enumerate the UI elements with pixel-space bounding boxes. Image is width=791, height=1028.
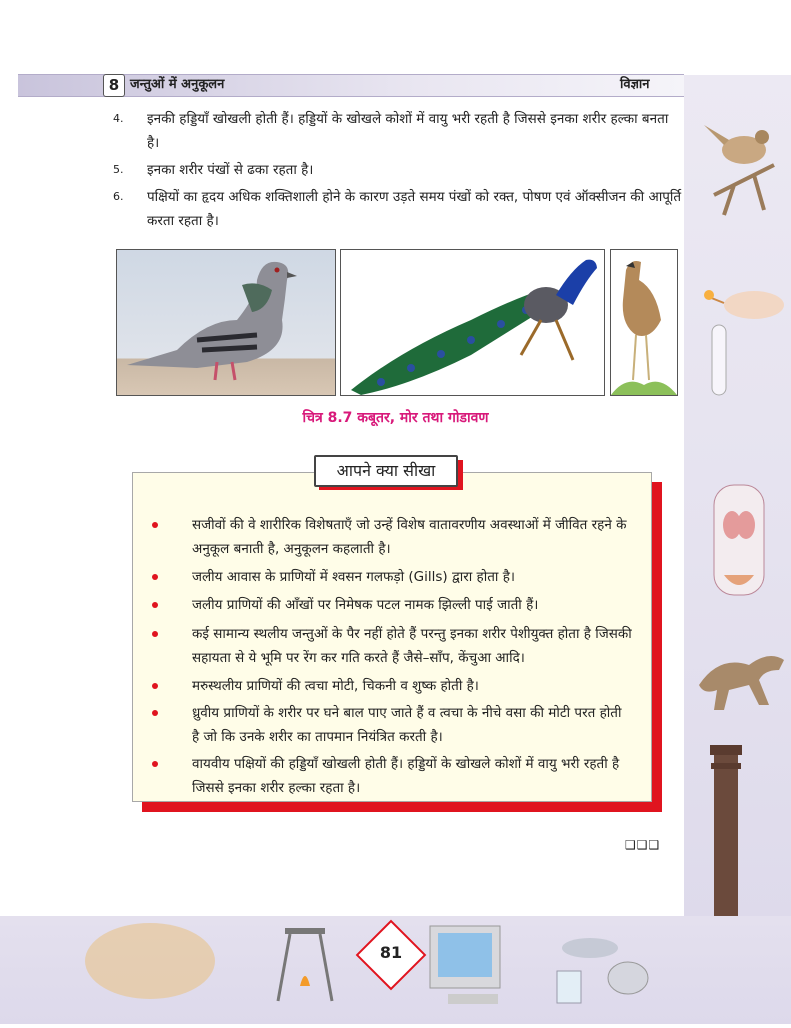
great-indian-bustard-photo xyxy=(610,249,678,396)
end-mark: ❑❑❑ xyxy=(625,838,661,852)
bullet-icon xyxy=(152,631,158,637)
item-number: 5. xyxy=(113,163,124,176)
list-item xyxy=(113,107,683,155)
hand-icon xyxy=(704,290,784,319)
test-tube-icon xyxy=(712,325,726,395)
item-text: इनका शरीर पंखों से ढका रहता है। xyxy=(147,162,314,178)
bullet-icon xyxy=(152,602,158,608)
list-item xyxy=(113,158,683,182)
summary-bullet xyxy=(152,752,632,800)
pigeon-icon xyxy=(117,250,335,395)
bullet-icon xyxy=(152,683,158,689)
computer-icon xyxy=(430,926,500,1004)
list-item xyxy=(113,185,683,233)
pigeon-photo xyxy=(116,249,336,396)
dish-icon xyxy=(562,938,618,958)
beaker-icon xyxy=(557,971,581,1003)
summary-title: आपने क्या सीखा xyxy=(314,455,458,487)
bullet-text: जलीय आवास के प्राणियों में श्वसन गलफड़ो (Gills) द्वारा होता है। xyxy=(192,569,515,585)
bullet-icon xyxy=(152,761,158,767)
item-text: पक्षियों का हृदय अधिक शक्तिशाली होने के कारण उड़ते समय पंखों को रक्त, पोषण एवं ऑक्सीजन की आपूर्ति करता रहता है। xyxy=(147,189,682,229)
bullet-text: जलीय प्राणियों की आँखों पर निमेषक पटल नामक झिल्ली पाई जाती हैं। xyxy=(192,597,539,613)
bullet-text: कई सामान्य स्थलीय जन्तुओं के पैर नहीं होते हैं परन्तु इनका शरीर पेशीयुक्त होता है जिसकी सहायता से ये भूमि पर रेंग कर गति करते हैं जैसे–साँप, केंचुआ आदि। xyxy=(192,626,632,666)
summary-bullet xyxy=(152,701,632,749)
bullet-icon xyxy=(152,710,158,716)
page-number: 81 xyxy=(379,943,403,962)
chapter-number: 8 xyxy=(103,74,125,97)
peacock-photo xyxy=(340,249,605,396)
bullet-text: मरुस्थलीय प्राणियों की त्वचा मोटी, चिकनी व शुष्क होती है। xyxy=(192,678,479,694)
grains-icon xyxy=(85,923,215,999)
bullet-icon xyxy=(152,522,158,528)
summary-bullet xyxy=(152,513,632,561)
bullet-text: ध्रुवीय प्राणियों के शरीर पर घने बाल पाए जाते हैं व त्वचा के नीचे वसा की मोटी परत होती है जो कि उनके शरीर का तापमान नियंत्रित करती है। xyxy=(192,705,622,745)
summary-bullet xyxy=(152,674,632,698)
summary-bullet xyxy=(152,565,632,589)
bullet-icon xyxy=(152,574,158,580)
bullet-text: वायवीय पक्षियों की हड्डियाँ खोखली होती हैं। हड्डियों के खोखले कोशों में वायु भरी रहती है जिससे इनका शरीर हल्का रहता है। xyxy=(192,756,620,796)
subject-label: विज्ञान xyxy=(620,77,650,92)
bullet-text: सजीवों की वे शारीरिक विशेषताएँ जो उन्हें विशेष वातावरणीय अवस्थाओं में जीवित रहने के अनुकूल बनाती है, अनुकूलन कहलाती है। xyxy=(192,517,627,557)
tripod-stand-icon xyxy=(278,928,332,1001)
bell-jar-icon xyxy=(714,485,764,595)
item-number: 4. xyxy=(113,112,124,125)
peacock-icon xyxy=(341,250,604,395)
summary-bullet xyxy=(152,622,632,670)
kettle-icon xyxy=(608,962,648,994)
right-decorative-strip xyxy=(684,75,791,1024)
science-illustrations xyxy=(684,75,791,1024)
bustard-icon xyxy=(611,250,677,395)
chapter-title: जन्तुओं में अनुकूलन xyxy=(130,77,225,92)
dinosaur-icon xyxy=(699,656,784,710)
figure-caption: चित्र 8.7 कबूतर, मोर तथा गोडावण xyxy=(302,410,489,426)
bird-icon xyxy=(704,125,774,215)
item-number: 6. xyxy=(113,190,124,203)
summary-bullet xyxy=(152,593,632,617)
item-text: इनकी हड्डियाँ खोखली होती हैं। हड्डियों के खोखले कोशों में वायु भरी रहती है जिससे इनका शरीर हल्का बनता है। xyxy=(147,111,669,151)
